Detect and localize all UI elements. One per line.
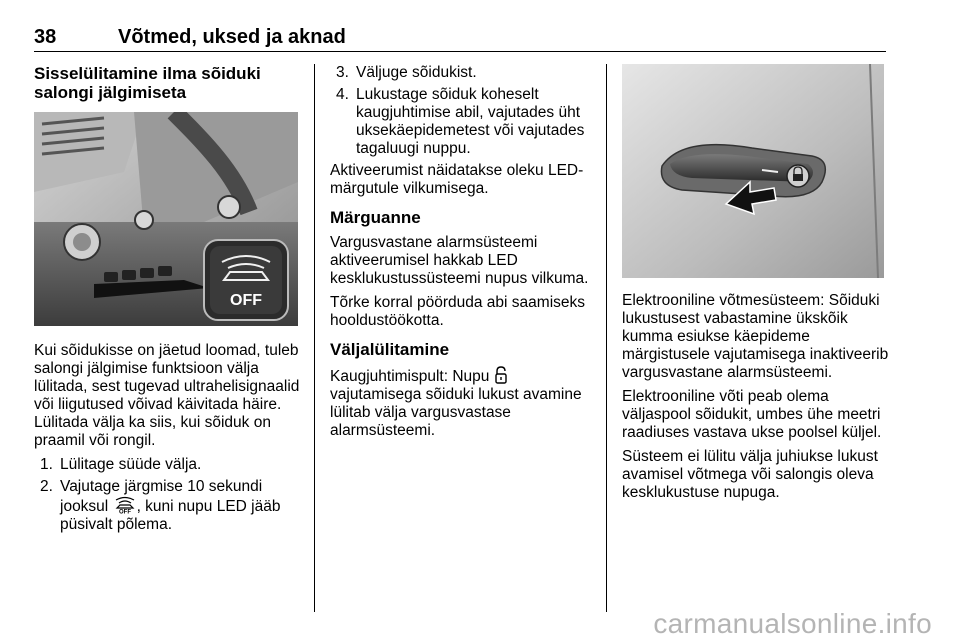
activation-led-paragraph: Aktiveerumist näidatakse oleku LED-märgutule vilkumisega.: [330, 162, 584, 197]
chapter-title: Võtmed, uksed ja aknad: [118, 26, 346, 48]
svg-text:OFF: OFF: [118, 509, 131, 514]
column-divider-2: [606, 64, 607, 612]
step-number: 1.: [40, 456, 53, 473]
column-3: [622, 64, 890, 508]
watermark: carmanualsonline.info: [653, 608, 932, 639]
list-item: [34, 456, 302, 474]
section-heading-activation: Sisselülitamine ilma sõiduki salongi jälgimiseta: [34, 64, 261, 102]
step-number: 2.: [40, 478, 53, 495]
step-text: Lülitage süüde välja.: [60, 456, 202, 473]
column-divider-1: [314, 64, 315, 612]
steps-list-2: [330, 64, 592, 158]
step-number: 4.: [336, 86, 349, 103]
step-text-before: Vajutage järgmise 10 sekundi jooksul: [60, 478, 263, 515]
step-text-after: , kuni nupu LED jääb püsivalt põlema.: [60, 498, 281, 533]
page-number: 38: [34, 26, 57, 48]
deactivation-heading: Väljalülitamine: [330, 340, 450, 359]
list-item: [34, 478, 302, 534]
page-header: [34, 24, 886, 52]
pet-warning-paragraph: Kui sõidukisse on jäetud loomad, tuleb salongi jälgimise funktsioon välja lülitada, sest tugevad ultrahelisignaalid või liigutused võivad käivitada häire. Lülitada välja ka siis, kui sõiduk on praamil või rongil.: [34, 342, 300, 449]
step-text: Väljuge sõidukist.: [356, 64, 477, 81]
dashboard-button-illustration: [34, 112, 298, 326]
column-1: [34, 64, 302, 538]
notice-paragraph-1: Vargusvastane alarmsüsteemi aktiveerumisel hakkab LED kesklukustussüsteemi nupus vilkuma.: [330, 234, 589, 287]
car-alarm-off-icon: [113, 496, 137, 514]
off-button-label: OFF: [230, 292, 262, 309]
door-handle-illustration: [622, 64, 884, 278]
ekey-range-paragraph: Elektrooniline võti peab olema väljaspool sõidukit, umbes ühe meetri raadiuses vastava ukse poolsel küljel.: [622, 388, 882, 441]
notice-paragraph-2: Tõrke korral pöörduda abi saamiseks hooldustöökotta.: [330, 294, 586, 329]
notice-heading: Märguanne: [330, 208, 421, 227]
step-number: 3.: [336, 64, 349, 81]
ekey-exception-paragraph: Süsteem ei lülitu välja juhiukse lukust avamisel võtmega või salongis oleva kesklukustuse nupuga.: [622, 448, 878, 501]
ekey-unlock-paragraph: Elektrooniline võtmesüsteem: Sõiduki lukustusest vabastamine ükskõik kumma esiukse käepideme märgistusele vajutamisega inaktiveerib vargusvastane alarmsüsteemi.: [622, 292, 889, 381]
list-item: [330, 86, 592, 158]
column-2: [330, 64, 592, 446]
list-item: [330, 64, 592, 82]
deactivation-paragraph: Kaugjuhtimispult: Nupu vajutamisega sõiduki lukust avamine lülitab välja vargusvastase alarmsüsteemi.: [330, 368, 582, 439]
step-text: Lukustage sõiduk koheselt kaugjuhtimise abil, vajutades üht uksekäepidemetest või vajutades tagaluugi nuppu.: [356, 86, 585, 157]
unlock-icon: [494, 366, 508, 384]
steps-list-1: [34, 456, 302, 534]
